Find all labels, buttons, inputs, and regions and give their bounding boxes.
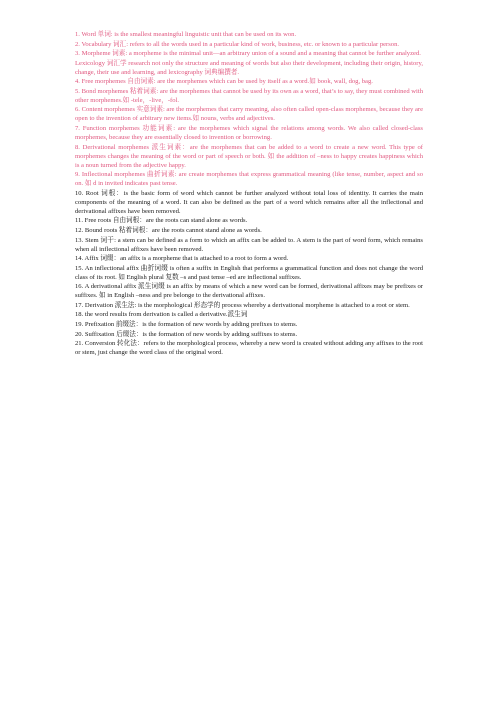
paragraph-3: 3. Morpheme 词素: a morpheme is the minimal unit—an arbitrary union of a sound and a meaning that cannot be further analyzed. (75, 50, 421, 58)
paragraph-7: 7. Function morphemes 功能词素: are the morphemes which signal the relations among words. We also called closed-class morphemes, because they are essentially closed to invention or borrowing. (75, 124, 423, 142)
paragraph-lexicology: Lexicology 词汇学 research not only the structure and meaning of words but also their development, including their origin, history, change, their use and learning, and lexicography 词典编撰者. (75, 59, 423, 76)
paragraph-14: 14. Affix 词缀：an affix is a morpheme that is attached to a root to form a word. (75, 255, 289, 263)
paragraph-2: 2. Vocabulary 词汇: refers to all the words used in a particular kind of work, business, etc. or known to a particular person. (75, 40, 400, 48)
paragraph-19: 19. Prefixation 前缀法：is the formation of new words by adding prefixes to stems. (75, 320, 298, 328)
paragraph-12: 12. Bound roots 粘着词根：are the roots cannot stand alone as words. (75, 226, 262, 234)
paragraph-18: 18. the word results from derivation is called a derivative.派生词 (75, 311, 248, 319)
paragraph-9: 9. Inflectional morphemes 曲折词素: are create morphemes that express grammatical meaning (like tense, number, aspect and so on. 如 d in invited indicates past tense. (75, 171, 423, 188)
paragraph-4: 4. Free morphemes 自由词素: are the morphemes which can be used by itself as a word.如 book, wall, dog, bag. (75, 78, 373, 86)
paragraph-17: 17. Derivation 派生法: is the morphological 形态学的 process whereby a derivational morpheme is attached to a root or stem. (75, 301, 410, 309)
paragraph-20: 20. Suffixation 后缀法：is the formation of new words by adding suffixes to stems. (75, 330, 298, 338)
paragraph-1: 1. Word 单词: is the smallest meaningful linguistic unit that can be used on its won. (75, 31, 297, 38)
paragraph-8: 8. Derivational morphemes 派生词素：are the morphemes that can be added to a word to create a new word. This type of morphemes changes the meaning of the word or part of speech or both. 如 the addition of –ness to happy creates happiness which is a noun turned from the adjective happy. (75, 143, 423, 169)
paragraph-13: 13. Stem 词干: a stem can be defined as a form to which an affix can be added to. A stem is the part of word form, which remains when all inflectional affixes have been removed. (75, 236, 423, 253)
paragraph-15: 15. An inflectional affix 曲折词缀 is often a suffix in English that performs a grammatical function and does not change the word class of its root. 如 English plural 复数 –s and past tense –ed are inflectional suffixes. (75, 264, 423, 281)
paragraph-6: 6. Content morphemes 实意词素: are the morphemes that carry meaning, also often called open-class morphemes, because they are open to the invention of arbitrary new items.如 nouns, verbs and adjectives. (75, 106, 423, 123)
paragraph-5: 5. Bond morphemes 粘着词素: are the morphemes that cannot be used by its own as a word, that’s to say, they must combined with other morphemes.如 -tele，-live，-fol. (75, 87, 423, 104)
paragraph-10: 10. Root 词根：is the basic form of word which cannot be further analyzed without total loss of identity. It carries the main components of the meaning of a word. It can also be defined as the part of a word which remains after all the inflectional and derivational affixes have been removed. (75, 189, 423, 215)
paragraph-11: 11. Free roots 自由词根：are the roots can stand alone as words. (75, 217, 248, 225)
paragraph-21: 21. Conversion 转化法：refers to the morphological process, whereby a new word is created without adding any affixes to the root or stem, just change the word class of the original word. (75, 340, 423, 357)
document-body (75, 30, 423, 358)
paragraph-16: 16. A derivational affix 派生词缀 is an affix by means of which a new word can be formed, derivational affixes may be prefixes or suffixes. 如 in English –ness and pre belonge to the derivational affixes. (75, 283, 423, 300)
